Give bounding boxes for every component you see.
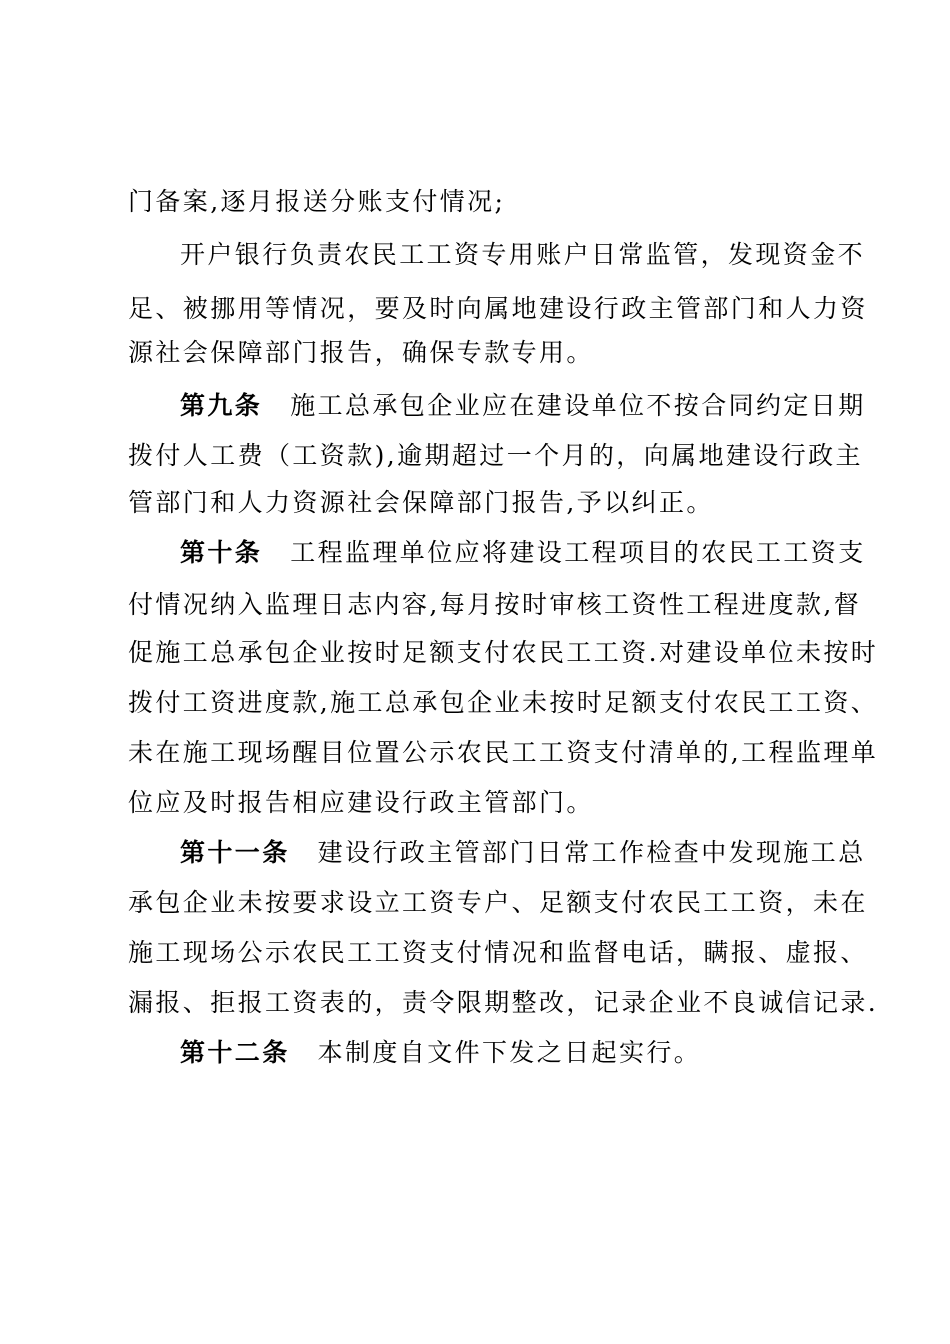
text-line (128, 488, 714, 518)
text-line (128, 441, 863, 471)
line-text: 承包企业未按要求设立工资专户、足额支付农民工工资，未在 (128, 888, 868, 917)
line-text: 施工总承包企业应在建设单位不按合同约定日期 (290, 391, 866, 420)
text-line (128, 938, 868, 968)
text-line (128, 688, 878, 718)
text-line (128, 590, 861, 620)
line-text: 漏报、拒报工资表的，责令限期整改，记录企业不良诚信记录. (128, 988, 879, 1017)
article-heading: 第十一条 (180, 838, 290, 867)
line-text: 足、被挪用等情况，要及时向属地建设行政主管部门和人力资 (128, 294, 868, 323)
line-text: 拨付人工费（工资款),逾期超过一个月的，向属地建设行政主 (128, 441, 863, 470)
article-heading: 第十二条 (180, 1038, 290, 1067)
line-text: 门备案,逐月报送分账支付情况; (128, 187, 506, 216)
article-10-first-line (180, 538, 866, 568)
text-line (128, 888, 868, 918)
line-text: 开户银行负责农民工工资专用账户日常监管，发现资金不 (180, 240, 866, 269)
article-heading: 第十条 (180, 538, 263, 567)
line-text: 本制度自文件下发之日起实行。 (317, 1038, 702, 1067)
line-text: 位应及时报告相应建设行政主管部门。 (128, 788, 594, 817)
text-line (128, 638, 878, 668)
article-heading: 第九条 (180, 391, 263, 420)
line-text: 拨付工资进度款,施工总承包企业未按时足额支付农民工工资、 (128, 688, 879, 717)
text-line (128, 294, 868, 324)
line-text: 工程监理单位应将建设工程项目的农民工工资支 (290, 538, 866, 567)
article-11-first-line (180, 838, 866, 868)
line-text: 管部门和人力资源社会保障部门报告,予以纠正。 (128, 488, 714, 517)
paragraph-start (180, 240, 865, 270)
line-text: 建设行政主管部门日常工作检查中发现施工总 (317, 838, 866, 867)
line-text: 促施工总承包企业按时足额支付农民工工资.对建设单位未按时 (128, 638, 879, 667)
text-line (128, 338, 594, 368)
text-line (128, 187, 505, 217)
article-12-first-line (180, 1038, 701, 1068)
line-text: 付情况纳入监理日志内容,每月按时审核工资性工程进度款,督 (128, 590, 862, 619)
text-line (128, 738, 878, 768)
line-text: 施工现场公示农民工工资支付情况和监督电话，瞒报、虚报、 (128, 938, 868, 967)
line-text: 源社会保障部门报告，确保专款专用。 (128, 338, 594, 367)
article-9-first-line (180, 391, 866, 421)
text-line (128, 988, 878, 1018)
line-text: 未在施工现场醒目位置公示农民工工资支付清单的,工程监理单 (128, 738, 879, 767)
text-line (128, 788, 594, 818)
